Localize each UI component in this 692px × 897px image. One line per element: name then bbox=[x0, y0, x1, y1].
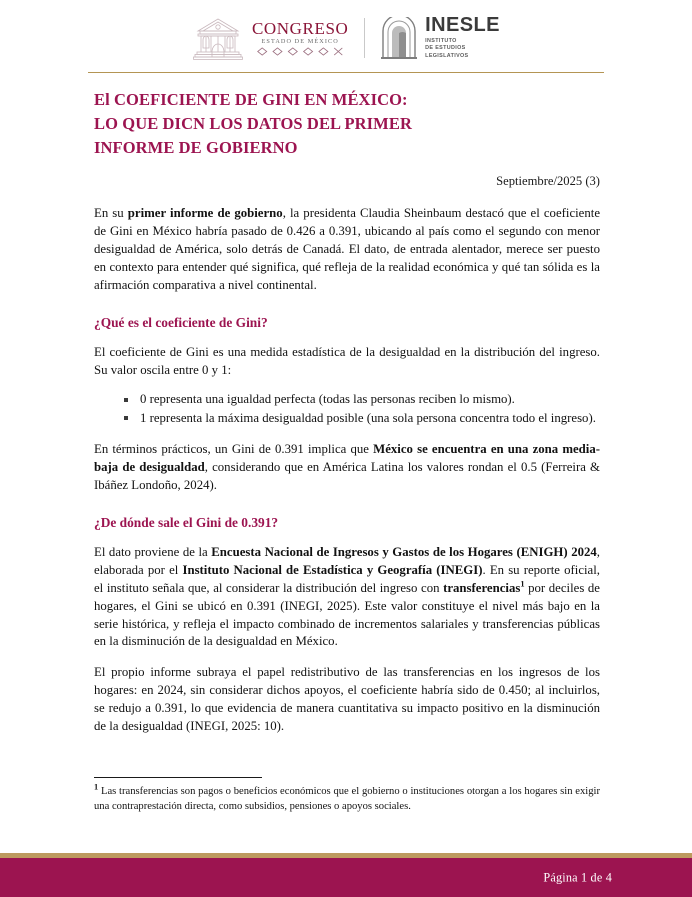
section-0-paragraph: El coeficiente de Gini es una medida estadística de la desigualdad en la distribución del ingreso. Su valor oscila entre 0 y 1: bbox=[94, 345, 600, 378]
congreso-logo bbox=[192, 16, 350, 60]
list-item: 0 representa una igualdad perfecta (todas las personas reciben lo mismo). bbox=[122, 391, 600, 409]
footer-bar bbox=[0, 858, 692, 897]
page-title-line-1: El COEFICIENTE DE GINI EN MÉXICO: bbox=[94, 90, 408, 109]
section-1-paragraph-2: El propio informe subraya el papel redistributivo de las transferencias en los ingresos de los hogares: en 2024, sin considerar dichos apoyos, el coeficiente habría sido de 0.450; al incluirlos, se redujo a 0.391, lo que evidencia de manera cuantitativa su impacto positivo en la disminución de la desigualdad (INEGI, 2025: 10). bbox=[94, 665, 600, 734]
inesle-logo bbox=[379, 15, 500, 61]
logo-divider bbox=[364, 18, 365, 58]
gini-range-bullet-list bbox=[94, 391, 600, 428]
footnote-zone bbox=[94, 777, 600, 814]
list-item: 1 representa la máxima desigualdad posible (una sola persona concentra todo el ingreso). bbox=[122, 410, 600, 428]
congreso-diamond-glyphs bbox=[250, 47, 350, 56]
inesle-wordmark: INESLE bbox=[425, 14, 500, 37]
section-1-paragraph-1: El dato proviene de la Encuesta Nacional de Ingresos y Gastos de los Hogares (ENIGH) 2024, elaborada por el Instituto Nacional de Estadística y Geografía (INEGI). En su reporte oficial, el instituto señala que, al considerar la distribución del ingreso con transferencias$^1$ por deciles de hogares, el Gini se ubicó en 0.391 (INEGI, 2025). Este valor constituye el nivel más bajo en la serie histórica, y refleja el impacto combinado de incrementos salariales y transferencias públicas en la disminución de la desigualdad en México. bbox=[94, 544, 600, 649]
footnote-separator bbox=[94, 777, 262, 778]
section-0-closing-paragraph: En términos prácticos, un Gini de 0.391 implica que México se encuentra en una zona media-baja de desigualdad, considerando que en América Latina los valores rondan el 0.5 (Ferreira & Ibáñez Londoño, 2024). bbox=[94, 441, 600, 492]
inesle-arch-icon bbox=[379, 17, 419, 59]
section-heading-gini-source: ¿De dónde sale el Gini de 0.391? bbox=[94, 514, 279, 530]
intro-paragraph: En su primer informe de gobierno, la presidenta Claudia Sheinbaum destacó que el coeficiente de Gini en México habría pasado de 0.426 a 0.391, ubicando al país como el segundo con menor desigualdad de América, solo detrás de Canadá. El dato, de entrada alentador, merece ser puesto en contexto para entender qué significa, qué refleja de la realidad económica y qué tan sólida es la afirmación comparativa a nivel continental. bbox=[94, 206, 600, 292]
section-heading-gini-definition: ¿Qué es el coeficiente de Gini? bbox=[94, 314, 268, 330]
congreso-wordmark: CONGRESO bbox=[251, 18, 349, 38]
header-divider-rule bbox=[88, 72, 604, 73]
inesle-subtitle-line-2: DE ESTUDIOS bbox=[425, 45, 466, 52]
page-title bbox=[94, 88, 600, 160]
document-content bbox=[94, 88, 600, 736]
masthead bbox=[0, 0, 692, 63]
inesle-subtitle-line-3: LEGISLATIVOS bbox=[425, 53, 469, 60]
page-number-label: Página 1 de 4 bbox=[543, 870, 612, 884]
congreso-logo-text bbox=[250, 20, 350, 56]
inesle-subtitle-line-1: INSTITUTO bbox=[425, 37, 457, 44]
congreso-subtitle: ESTADO DE MÉXICO bbox=[261, 37, 339, 45]
publication-date: Septiembre/2025 (3) bbox=[496, 174, 600, 189]
inesle-logo-text bbox=[425, 15, 500, 61]
congreso-building-icon bbox=[192, 16, 244, 60]
inesle-subtitle bbox=[425, 38, 500, 61]
page-title-line-2: LO QUE DICN LOS DATOS DEL PRIMER bbox=[94, 114, 412, 134]
page-title-line-3: INFORME DE GOBIERNO bbox=[94, 138, 298, 158]
footnote-text: $^1$ Las transferencias son pagos o beneficios económicos que el gobierno o instituciones otorgan a los hogares sin exigir una contraprestación directa, como subsidios, pensiones o apoyos sociales. bbox=[94, 782, 600, 813]
